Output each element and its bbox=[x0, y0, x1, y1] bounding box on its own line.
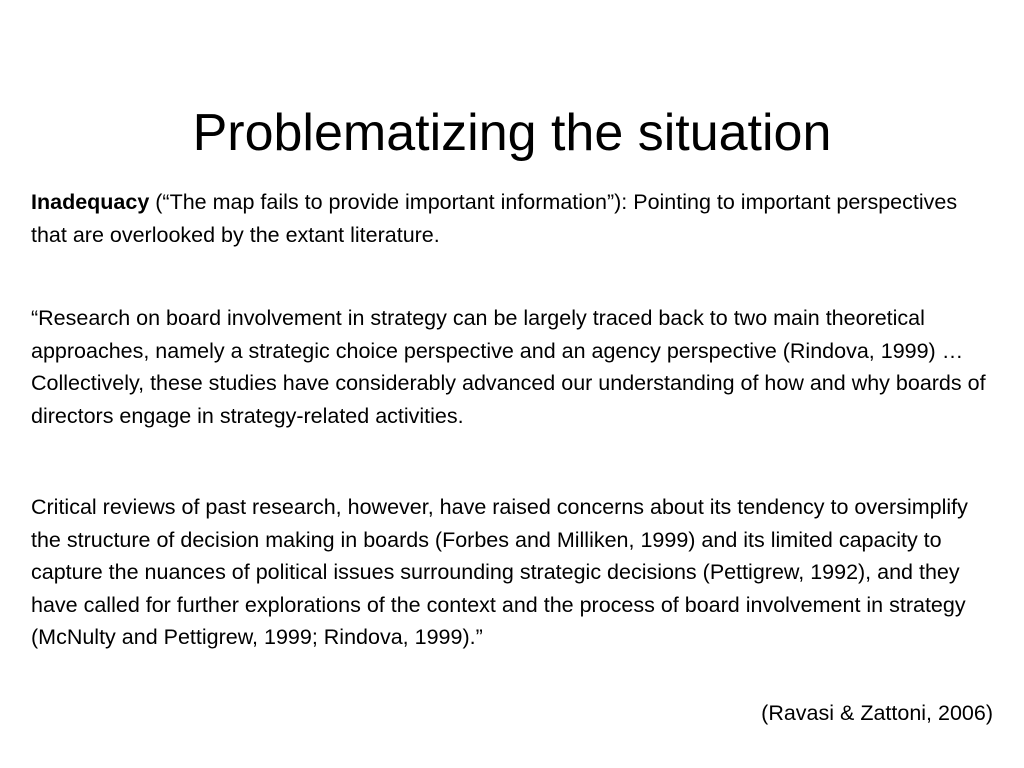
citation: (Ravasi & Zattoni, 2006) bbox=[761, 701, 993, 725]
inadequacy-paragraph bbox=[31, 186, 996, 251]
quote-paragraph-2: Critical reviews of past research, however, have raised concerns about its tendency to oversimplify the structure of decision making in boards (Forbes and Milliken, 1999) and its limited capacity to capture the nuances of political issues surrounding strategic decisions (Pettigrew, 1992), and they have called for further explorations of the context and the process of board involvement in strategy (McNulty and Pettigrew, 1999; Rindova, 1999).” bbox=[31, 495, 968, 649]
inadequacy-description: (“The map fails to provide important information”): Pointing to important perspectives that are overlooked by the extant literature. bbox=[31, 190, 958, 247]
slide-title: Problematizing the situation bbox=[192, 103, 832, 162]
quote-paragraph-1: “Research on board involvement in strategy can be largely traced back to two main theoretical approaches, namely a strategic choice perspective and an agency perspective (Rindova, 1999) … Collectively, these studies have considerably advanced our understanding of how and why boards of directors engage in strategy-related activities. bbox=[31, 306, 986, 428]
inadequacy-term: Inadequacy bbox=[31, 190, 150, 214]
